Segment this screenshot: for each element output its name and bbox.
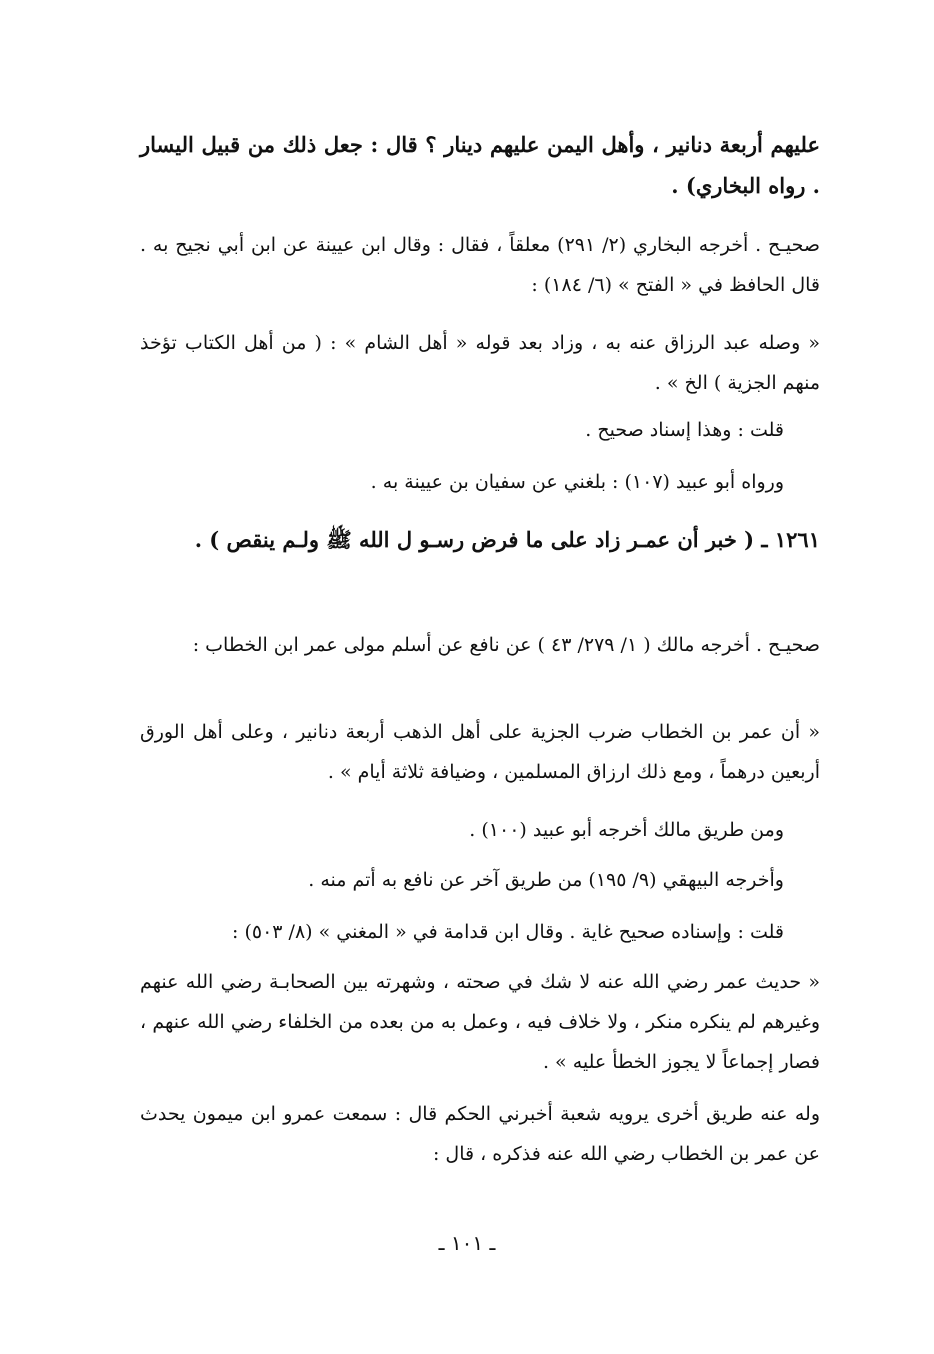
paragraph-abu-ubaid: ورواه أبو عبيد (١٠٧) : بلغني عن سفيان بن عيينة به . xyxy=(370,471,784,493)
paragraph-ibn-qudama: قلت : وإسناده صحيح غاية . وقال ابن قدامة في « المغني » (٨/ ٥٠٣) : xyxy=(232,921,784,943)
paragraph-shuba-route: وله عنه طريق أخرى يرويه شعبة أخبرني الحكم قال : سمعت عمرو ابن ميمون يحدث عن عمر بن الخطاب رضي الله عنه فذكره ، قال : xyxy=(140,1103,820,1165)
paragraph-malik-route: ومن طريق مالك أخرجه أبو عبيد (١٠٠) . xyxy=(469,819,784,841)
paragraph-quote-mughni: « حديث عمر رضي الله عنه لا شك في صحته ، وشهرته بين الصحابـة رضي الله عنهم وغيرهم لم ينكره منكر ، ولا خلاف فيه ، وعمل به من بعده من الخلفاء رضي الله عنهم ، فصار إجماعاً لا يجوز الخطأ عليه » . xyxy=(140,971,820,1073)
page-number: ـ ١٠١ ـ xyxy=(438,1231,496,1255)
paragraph-takhrij-malik: صحيـح . أخرجه مالك ( ١/ ٢٧٩/ ٤٣ ) عن نافع عن أسلم مولى عمر ابن الخطاب : xyxy=(192,634,820,656)
paragraph-takhrij-bukhari: صحيـح . أخرجه البخاري (٢/ ٢٩١) معلقاً ، فقال : وقال ابن عيينة عن ابن أبي نجيح به . قال الحافظ في « الفتح » (٦/ ١٨٤) : xyxy=(140,234,820,296)
paragraph-bayhaqi: وأخرجه البيهقي (٩/ ١٩٥) من طريق آخر عن نافع به أتم منه . xyxy=(308,869,784,891)
hadith-heading-1261: ١٢٦١ ـ ( خبر أن عمـر زاد على ما فرض رسـو ل الله ﷺ ولـم ينقص ) . xyxy=(194,527,820,552)
paragraph-hadith-continuation: عليهم أربعة دنانير ، وأهل اليمن عليهم دينار ؟ قال : جعل ذلك من قبيل اليسار . رواه البخاري) . xyxy=(140,132,820,198)
paragraph-isnad-verdict: قلت : وهذا إسناد صحيح . xyxy=(585,419,784,441)
paragraph-quote-umar-jizya: « أن عمر بن الخطاب ضرب الجزية على أهل الذهب أربعة دنانير ، وعلى أهل الورق أربعين درهماً ، ومع ذلك ارزاق المسلمين ، وضيافة ثلاثة أيام » . xyxy=(140,721,820,783)
paragraph-quote-abdurrazzaq: « وصله عبد الرزاق عنه به ، وزاد بعد قوله « أهل الشام » : ( من أهل الكتاب تؤخذ منهم الجزية ) الخ » . xyxy=(140,332,820,394)
